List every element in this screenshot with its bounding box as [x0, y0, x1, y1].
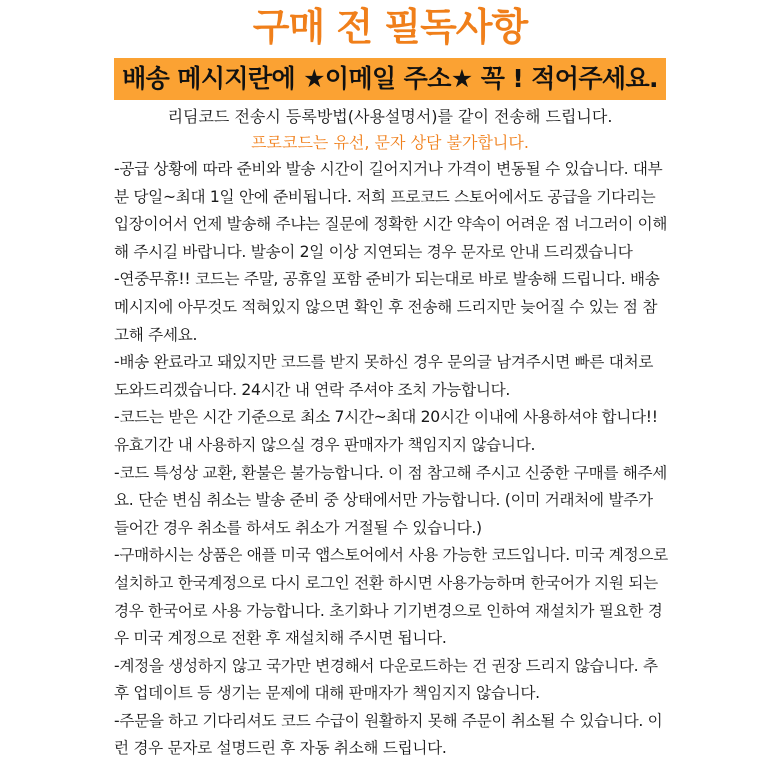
paragraph-year-round: -연중무휴!! 코드는 주말, 공휴일 포함 준비가 되는대로 바로 발송해 드립니다. 배송 메시지에 아무것도 적혀있지 않으면 확인 후 전송해 드리지만 늦어질 수 있는 점 참고해 주세요.	[114, 270, 660, 344]
info-line: 리딤코드 전송시 등록방법(사용설명서)를 같이 전송해 드립니다.	[167, 107, 613, 126]
paragraph-supply: -공급 상황에 따라 준비와 발송 시간이 길어지거나 가격이 변동될 수 있습니다. 대부분 당일~최대 1일 안에 준비됩니다. 저희 프로코드 스토어에서도 공급을 기다리는 입장이어서 언제 발송해 주냐는 질문에 정확한 시간 약속이 어려운 점 너그러이 이해해 주시길 바랍니다. 발송이 2일 이상 지연되는 경우 문자로 안내 드리겠습니다	[114, 160, 668, 261]
paragraph-validity: -코드는 받은 시간 기준으로 최소 7시간~최대 20시간 이내에 사용하셔야 합니다!! 유효기간 내 사용하지 않으실 경우 판매자가 책임지지 않습니다.	[114, 408, 658, 454]
notice-body	[114, 156, 670, 763]
paragraph-cancel: -주문을 하고 기다리셔도 코드 수급이 원활하지 못해 주문이 취소될 수 있습니다. 이런 경우 문자로 설명드린 후 자동 취소해 드립니다.	[114, 711, 663, 758]
banner-wrap	[0, 58, 780, 100]
email-notice-banner: 배송 메시지란에 ★이메일 주소★ 꼭 ! 적어주세요.	[114, 58, 666, 100]
no-phone-notice: 프로코드는 유선, 문자 상담 불가합니다.	[251, 133, 529, 152]
paragraph-refund: -코드 특성상 교환, 환불은 불가능합니다. 이 점 참고해 주시고 신중한 구매를 해주세요. 단순 변심 취소는 발송 준비 중 상태에서만 가능합니다. (이미 거래처에 발주가 들어간 경우 취소를 하셔도 취소가 거절될 수 있습니다.)	[114, 463, 668, 537]
paragraph-us-store: -구매하시는 상품은 애플 미국 앱스토어에서 사용 가능한 코드입니다. 미국 계정으로 설치하고 한국계정으로 다시 로그인 전환 하시면 사용가능하며 한국어가 지원 되는 경우 한국어로 사용 가능합니다. 초기화나 기기변경으로 인하여 재설치가 필요한 경우 미국 계정으로 전환 후 재설치해 주시면 됩니다.	[114, 546, 668, 648]
paragraph-account: -계정을 생성하지 않고 국가만 변경해서 다운로드하는 건 권장 드리지 않습니다. 추후 업데이트 등 생기는 문제에 대해 판매자가 책임지지 않습니다.	[114, 656, 658, 703]
paragraph-not-received: -배송 완료라고 돼있지만 코드를 받지 못하신 경우 문의글 남겨주시면 빠른 대처로 도와드리겠습니다. 24시간 내 연락 주셔야 조치 가능합니다.	[114, 353, 654, 399]
page-title: 구매 전 필독사항	[252, 5, 528, 49]
